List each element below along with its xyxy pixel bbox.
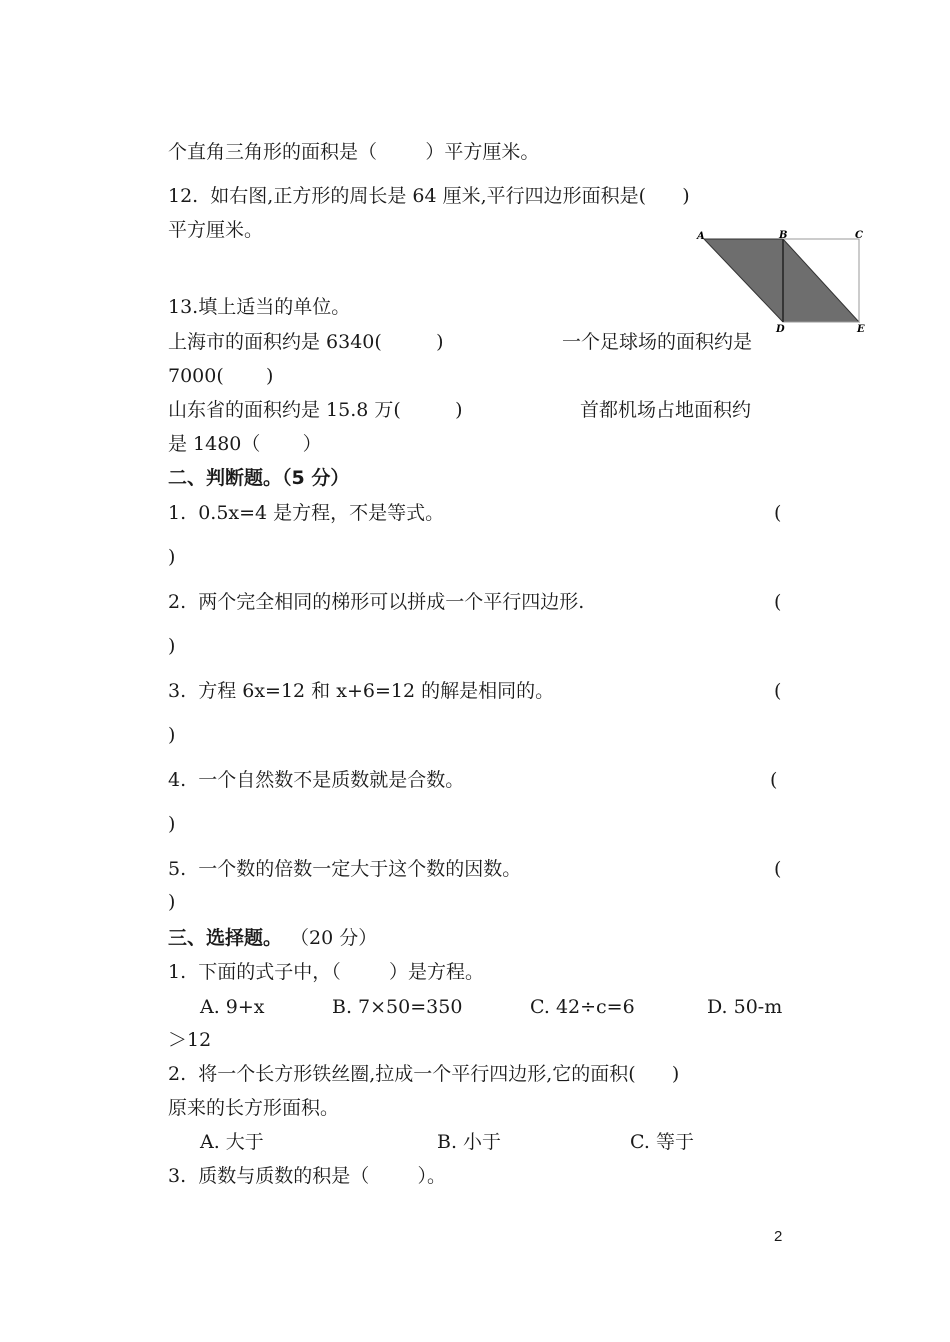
answer-bracket: ( [774,502,782,524]
judgment-item: 3. 方程 6x=12 和 x+6=12 的解是相同的。 [168,680,555,702]
answer-bracket: ) [168,891,176,913]
text-line: 首都机场占地面积约 [580,399,752,421]
choice-option: C. 42÷c=6 [530,996,635,1018]
text-line: 一个足球场的面积约是 [562,331,753,353]
choice-option: B. 小于 [437,1131,502,1153]
text-line: 个直角三角形的面积是（ ）平方厘米。 [168,141,540,163]
answer-bracket: ) [168,635,176,657]
square-parallelogram-figure [695,228,870,336]
answer-bracket: ( [774,858,782,880]
answer-bracket: ) [168,546,176,568]
text-line: 是 1480（ ） [168,433,322,455]
answer-bracket: ( [774,680,782,702]
point-e-label: E [857,324,865,335]
section-heading: 二、判断题。（5 分） [168,467,350,489]
judgment-item: 5. 一个数的倍数一定大于这个数的因数。 [168,858,522,880]
choice-option: D. 50-m [707,996,783,1018]
text-line: 平方厘米。 [168,219,264,241]
answer-bracket: ( [770,769,778,791]
judgment-item: 4. 一个自然数不是质数就是合数。 [168,769,465,791]
text-line: 上海市的面积约是 6340( ) [168,331,444,353]
choice-option: A. 9+x [200,996,265,1018]
choice-option: A. 大于 [200,1131,264,1153]
judgment-item: 1. 0.5x=4 是方程，不是等式。 [168,502,445,524]
point-b-label: B [779,230,788,241]
point-a-label: A [697,231,705,242]
choice-question: 2. 将一个长方形铁丝圈,拉成一个平行四边形,它的面积( ) [168,1063,680,1085]
section-score: （20 分） [290,927,378,949]
judgment-item: 2. 两个完全相同的梯形可以拼成一个平行四边形. [168,591,585,613]
answer-bracket: ) [168,724,176,746]
page-number: 2 [774,1228,783,1245]
choice-option-cont: ＞12 [168,1029,212,1051]
choice-option: C. 等于 [630,1131,694,1153]
section-heading: 三、选择题。 [168,927,283,949]
point-d-label: D [776,324,785,335]
answer-bracket: ( [774,591,782,613]
point-c-label: C [855,230,863,241]
text-line: 山东省的面积约是 15.8 万( ) [168,399,463,421]
text-line: 原来的长方形面积。 [168,1097,340,1119]
choice-question: 3. 质数与质数的积是（ ）。 [168,1165,447,1187]
answer-bracket: ) [168,813,176,835]
choice-option: B. 7×50=350 [332,996,463,1018]
choice-question: 1. 下面的式子中，（ ）是方程。 [168,961,485,983]
text-line: 7000( ) [168,365,274,387]
parallelogram-shape [704,239,859,322]
question-13: 13.填上适当的单位。 [168,296,351,318]
question-12: 12. 如右图,正方形的周长是 64 厘米,平行四边形面积是( ) [168,185,690,207]
